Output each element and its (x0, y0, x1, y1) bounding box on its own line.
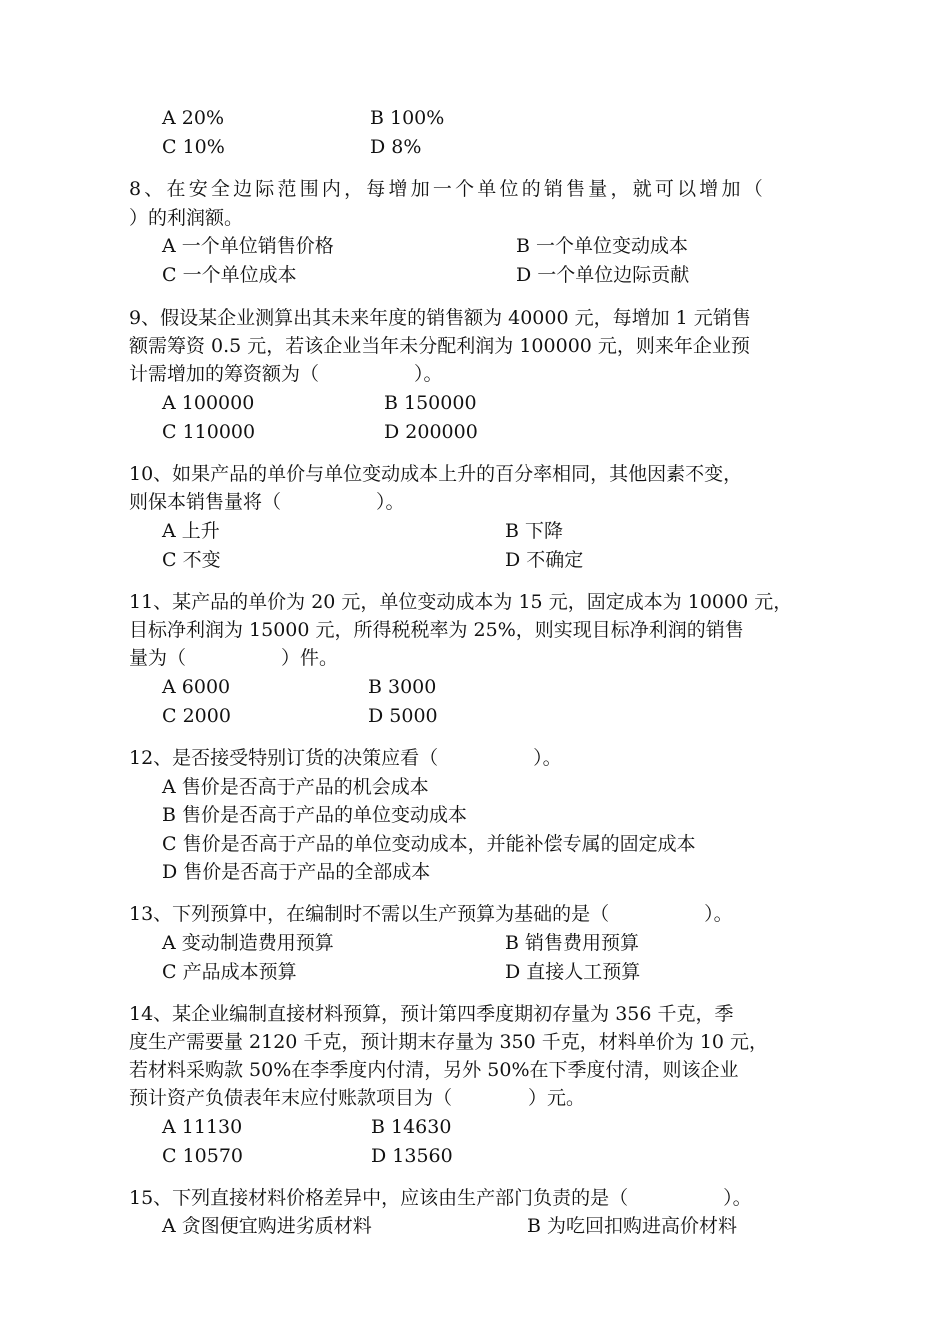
q10-option-a: A 上升 (162, 520, 220, 542)
q15-option-b: B 为吃回扣购进高价材料 (527, 1215, 738, 1237)
q13-option-b: B 销售费用预算 (505, 932, 640, 954)
q14-stem-line3: 若材料采购款 50%在李季度内付清，另外 50%在下季度付清，则该企业 (129, 1059, 739, 1081)
q10-stem-line1: 10、如果产品的单价与单位变动成本上升的百分率相同，其他因素不变， (129, 463, 743, 485)
q9-option-a: A 100000 (162, 392, 255, 414)
q12-option-b: B 售价是否高于产品的单位变动成本 (162, 804, 468, 826)
q10-option-d: D 不确定 (505, 549, 584, 571)
q8-stem-line2: ）的利润额。 (129, 207, 244, 229)
q11-stem-line2: 目标净利润为 15000 元，所得税税率为 25%，则实现目标净利润的销售 (129, 619, 744, 641)
q14-option-d: D 13560 (371, 1145, 453, 1167)
q7-option-a: A 20% (162, 107, 224, 129)
q8-option-d: D 一个单位边际贡献 (516, 264, 690, 286)
q7-option-d: D 8% (370, 136, 422, 158)
q11-option-b: B 3000 (368, 676, 437, 698)
q13-option-c: C 产品成本预算 (162, 961, 297, 983)
q13-option-a: A 变动制造费用预算 (162, 932, 334, 954)
q9-stem-line3: 计需增加的筹资额为（ ）。 (129, 363, 443, 385)
q9-option-c: C 110000 (162, 421, 256, 443)
q12-option-a: A 售价是否高于产品的机会成本 (162, 776, 429, 798)
q8-option-a: A 一个单位销售价格 (162, 235, 334, 257)
q15-stem-line1: 15、下列直接材料价格差异中，应该由生产部门负责的是（ ）。 (129, 1187, 752, 1209)
q8-stem-line1: 8、在安全边际范围内，每增加一个单位的销售量，就可以增加（ (129, 178, 766, 200)
q14-option-b: B 14630 (371, 1116, 452, 1138)
q14-stem-line1: 14、某企业编制直接材料预算，预计第四季度期初存量为 356 千克，季 (129, 1003, 734, 1025)
q13-option-d: D 直接人工预算 (505, 961, 641, 983)
q7-option-b: B 100% (370, 107, 445, 129)
q9-option-b: B 150000 (384, 392, 477, 414)
q10-option-b: B 下降 (505, 520, 564, 542)
q8-option-c: C 一个单位成本 (162, 264, 297, 286)
q8-option-b: B 一个单位变动成本 (516, 235, 689, 257)
q11-stem-line1: 11、某产品的单价为 20 元，单位变动成本为 15 元，固定成本为 10000 元， (129, 591, 793, 613)
q10-option-c: C 不变 (162, 549, 221, 571)
q9-option-d: D 200000 (384, 421, 478, 443)
q12-stem-line1: 12、是否接受特别订货的决策应看（ ）。 (129, 747, 562, 769)
q9-stem-line2: 额需筹资 0.5 元，若该企业当年未分配利润为 100000 元，则来年企业预 (129, 335, 750, 357)
q14-option-a: A 11130 (162, 1116, 243, 1138)
q7-option-c: C 10% (162, 136, 225, 158)
q12-option-d: D 售价是否高于产品的全部成本 (162, 861, 431, 883)
q14-option-c: C 10570 (162, 1145, 244, 1167)
q9-stem-line1: 9、假设某企业测算出其未来年度的销售额为 40000 元，每增加 1 元销售 (129, 307, 751, 329)
q14-stem-line4: 预计资产负债表年末应付账款项目为（ ）元。 (129, 1087, 586, 1109)
q11-option-d: D 5000 (368, 705, 438, 727)
q11-option-c: C 2000 (162, 705, 231, 727)
q15-option-a: A 贪图便宜购进劣质材料 (162, 1215, 372, 1237)
q12-option-c: C 售价是否高于产品的单位变动成本，并能补偿专属的固定成本 (162, 833, 696, 855)
q11-stem-line3: 量为（ ）件。 (129, 647, 339, 669)
q13-stem-line1: 13、下列预算中，在编制时不需以生产预算为基础的是（ ）。 (129, 903, 733, 925)
q14-stem-line2: 度生产需要量 2120 千克，预计期末存量为 350 千克，材料单价为 10 元， (129, 1031, 769, 1053)
q10-stem-line2: 则保本销售量将（ ）。 (129, 491, 405, 513)
q11-option-a: A 6000 (162, 676, 231, 698)
